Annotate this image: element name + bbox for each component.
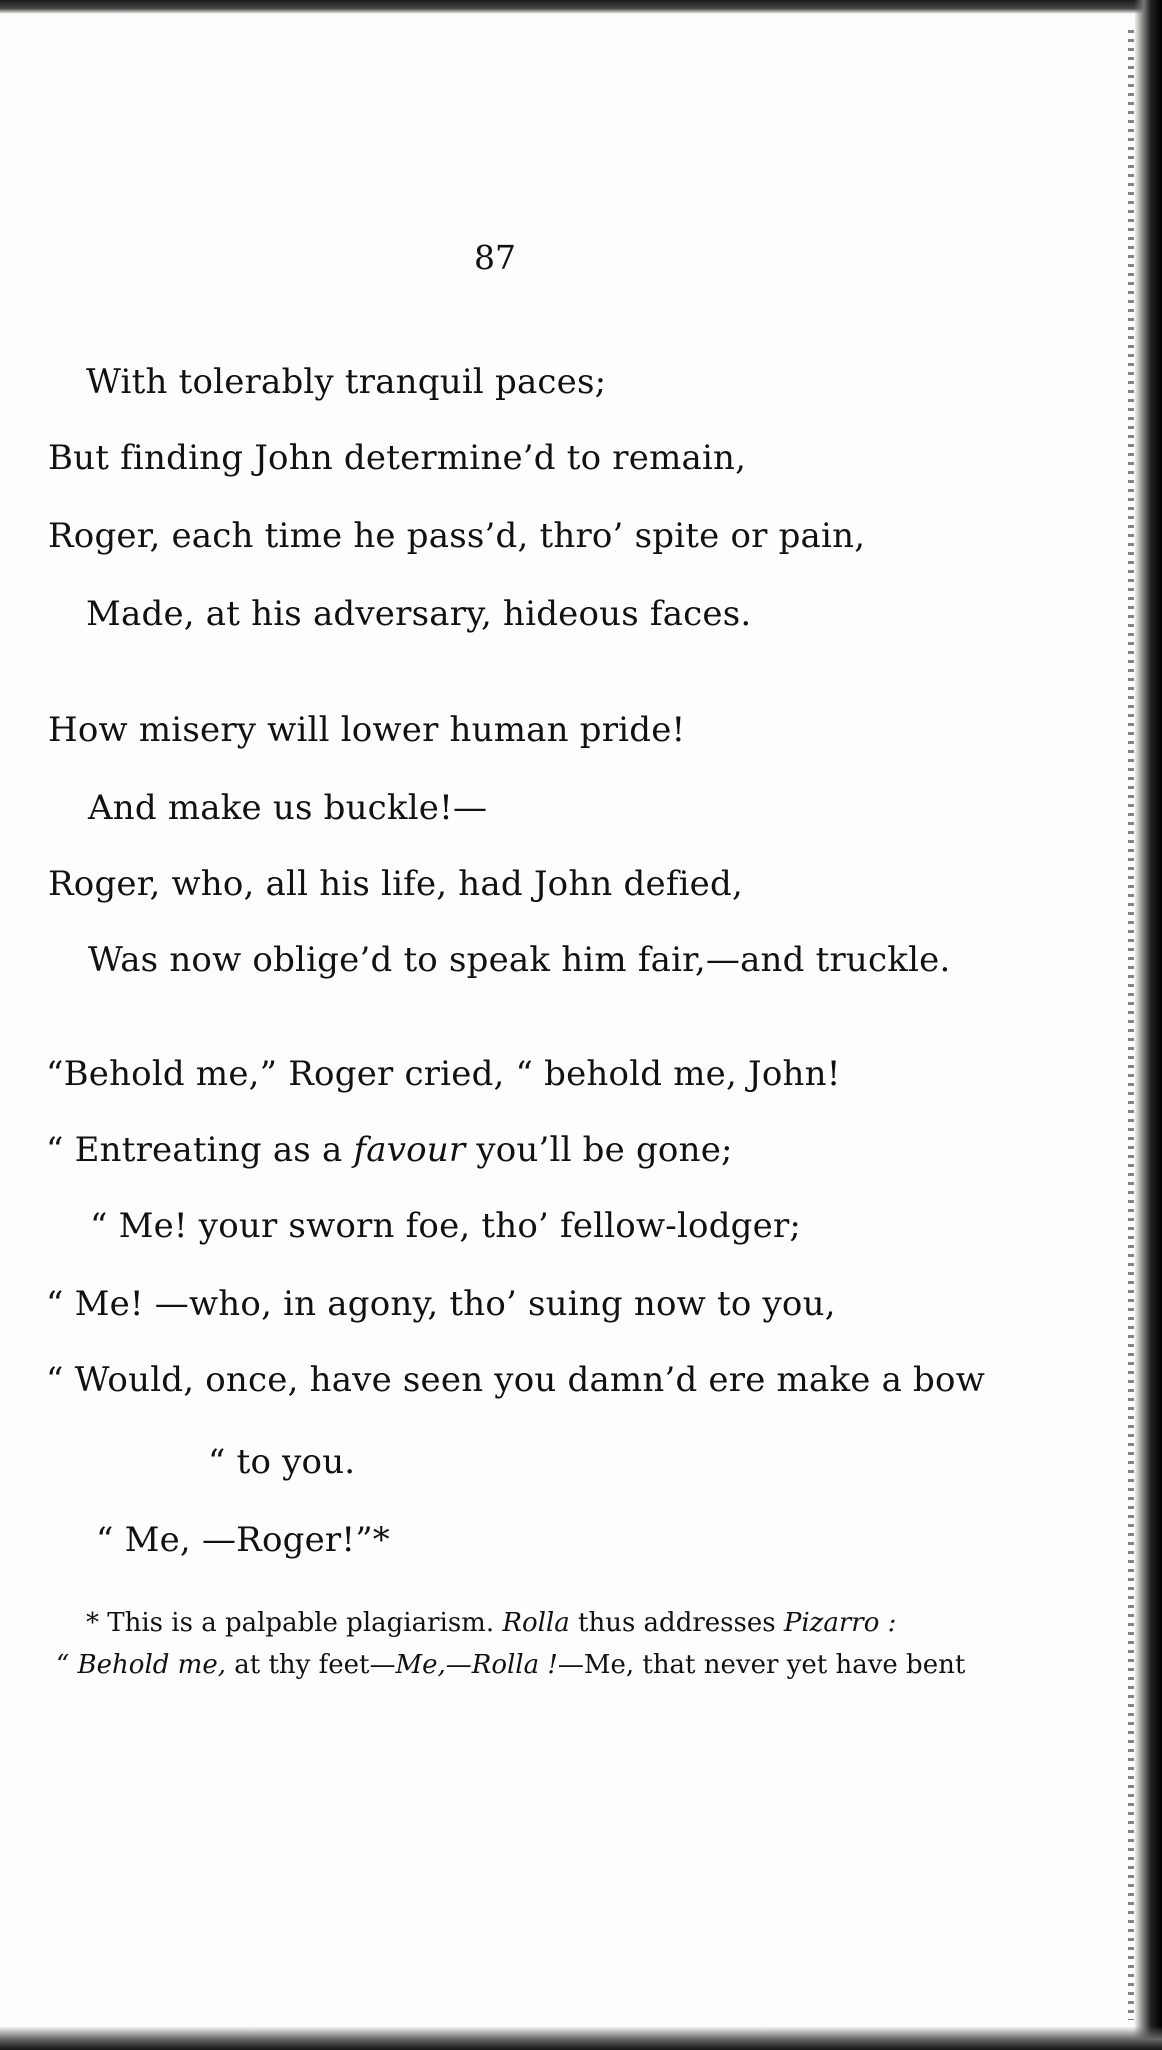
footnote-emphasis: Rolla — [502, 1608, 570, 1638]
verse-text: you’ll be gone; — [465, 1130, 733, 1170]
footnote-emphasis: “ Behold me, — [56, 1650, 226, 1680]
footnote-text: * This is a palpable plagiarism. — [86, 1608, 503, 1638]
page-bottom-edge — [0, 2026, 1162, 2050]
verse-line: Was now oblige’d to speak him fair,—and truckle. — [88, 940, 951, 980]
page-binding-texture — [1128, 30, 1134, 2020]
verse-line: Roger, each time he pass’d, thro’ spite or pain, — [48, 516, 866, 556]
verse-line: “ to you. — [208, 1442, 356, 1482]
page-binding-edge — [1134, 0, 1162, 2050]
footnote-emphasis: Pizarro : — [783, 1608, 897, 1638]
verse-line: With tolerably tranquil paces; — [86, 362, 607, 402]
verse-text: “ Entreating as a — [46, 1130, 354, 1170]
verse-line: How misery will lower human pride! — [48, 710, 686, 750]
page-top-edge — [0, 0, 1162, 14]
verse-emphasis: favour — [353, 1130, 466, 1170]
footnote-text: —Me, that never yet have bent — [557, 1650, 966, 1680]
verse-line: Roger, who, all his life, had John defied, — [48, 864, 743, 904]
footnote-line — [86, 1608, 896, 1638]
verse-line: And make us buckle!— — [88, 788, 488, 828]
verse-line: But finding John determine’d to remain, — [48, 438, 747, 478]
verse-line — [46, 1130, 733, 1170]
footnote-text: thus addresses — [569, 1608, 784, 1638]
footnote-line — [56, 1650, 965, 1680]
verse-line: “ Me, —Roger!”* — [96, 1520, 390, 1560]
footnote-text: at thy feet— — [225, 1650, 396, 1680]
verse-line: “Behold me,” Roger cried, “ behold me, John! — [46, 1054, 841, 1094]
verse-line: Made, at his adversary, hideous faces. — [86, 594, 752, 634]
verse-line: “ Me! your sworn foe, tho’ fellow-lodger; — [90, 1206, 802, 1246]
footnote-emphasis: Me,—Rolla ! — [395, 1650, 558, 1680]
verse-line: “ Would, once, have seen you damn’d ere make a bow — [46, 1360, 985, 1400]
page-number: 87 — [474, 238, 516, 277]
verse-line: “ Me! —who, in agony, tho’ suing now to you, — [46, 1284, 836, 1324]
